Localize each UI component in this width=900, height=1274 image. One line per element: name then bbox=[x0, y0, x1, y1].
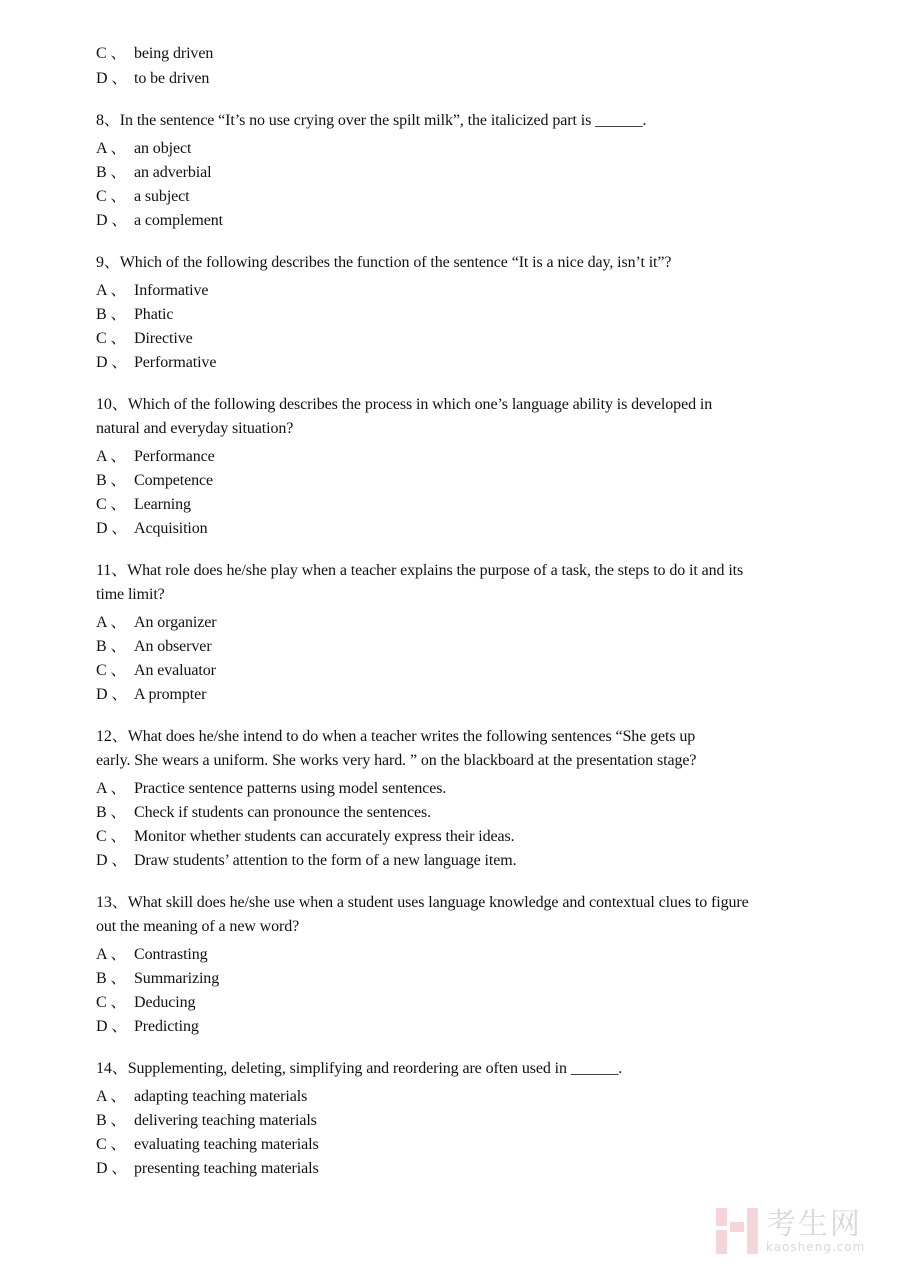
option-letter: B 、 bbox=[96, 638, 127, 655]
answer-option bbox=[96, 991, 816, 1015]
answer-option bbox=[96, 469, 816, 493]
option-text: Learning bbox=[134, 496, 191, 513]
option-letter: D 、 bbox=[96, 852, 128, 869]
answer-option bbox=[96, 683, 816, 707]
option-letter: D 、 bbox=[96, 354, 128, 371]
answer-option bbox=[96, 1015, 816, 1039]
answer-option bbox=[96, 635, 816, 659]
option-letter: A 、 bbox=[96, 946, 127, 963]
answer-option bbox=[96, 42, 816, 67]
option-text: a subject bbox=[134, 188, 190, 205]
option-text: Informative bbox=[134, 282, 209, 299]
question-text: 12、What does he/she intend to do when a teacher writes the following sentences “She gets up bbox=[96, 728, 696, 745]
question-block bbox=[96, 891, 816, 1039]
answer-option bbox=[96, 161, 816, 185]
option-text: Performative bbox=[134, 354, 217, 371]
option-letter: D 、 bbox=[96, 520, 128, 537]
option-letter: C 、 bbox=[96, 188, 127, 205]
option-text: a complement bbox=[134, 212, 223, 229]
options-list bbox=[96, 1085, 816, 1181]
option-letter: D 、 bbox=[96, 1160, 128, 1177]
answer-option bbox=[96, 777, 816, 801]
answer-option bbox=[96, 967, 816, 991]
answer-option bbox=[96, 445, 816, 469]
answer-option bbox=[96, 611, 816, 635]
option-text: An evaluator bbox=[134, 662, 216, 679]
option-letter: A 、 bbox=[96, 1088, 127, 1105]
question-text: 13、What skill does he/she use when a student uses language knowledge and contextual clues to figure bbox=[96, 894, 749, 911]
answer-option bbox=[96, 209, 816, 233]
option-letter: B 、 bbox=[96, 804, 127, 821]
answer-option bbox=[96, 327, 816, 351]
answer-option bbox=[96, 801, 816, 825]
option-text: being driven bbox=[134, 45, 214, 62]
options-list bbox=[96, 279, 816, 375]
answer-option bbox=[96, 303, 816, 327]
options-list bbox=[96, 611, 816, 707]
option-letter: A 、 bbox=[96, 140, 127, 157]
option-letter: C 、 bbox=[96, 330, 127, 347]
option-letter: A 、 bbox=[96, 448, 127, 465]
option-text: to be driven bbox=[134, 69, 210, 87]
answer-option bbox=[96, 659, 816, 683]
option-letter: A 、 bbox=[96, 614, 127, 631]
question-block bbox=[96, 559, 816, 707]
options-list bbox=[96, 445, 816, 541]
answer-option bbox=[96, 67, 816, 92]
question-text: early. She wears a uniform. She works very hard. ” on the blackboard at the presentation stage? bbox=[96, 752, 697, 769]
question-block bbox=[96, 725, 816, 873]
option-letter: D 、 bbox=[96, 212, 128, 229]
option-text: Draw students’ attention to the form of a new language item. bbox=[134, 852, 517, 869]
option-text: Performance bbox=[134, 448, 215, 465]
question-text: out the meaning of a new word? bbox=[96, 918, 300, 935]
option-letter: C 、 bbox=[96, 1136, 127, 1153]
watermark-logo bbox=[716, 1208, 865, 1254]
question-text: 14、Supplementing, deleting, simplifying and reordering are often used in ______. bbox=[96, 1060, 623, 1077]
option-letter: C 、 bbox=[96, 662, 127, 679]
option-letter: B 、 bbox=[96, 472, 127, 489]
option-text: Predicting bbox=[134, 1018, 199, 1035]
option-letter: A 、 bbox=[96, 780, 127, 797]
option-text: an object bbox=[134, 140, 192, 157]
option-text: Check if students can pronounce the sentences. bbox=[134, 804, 432, 821]
option-text: Directive bbox=[134, 330, 193, 347]
question-block bbox=[96, 1057, 816, 1181]
option-letter: B 、 bbox=[96, 306, 127, 323]
options-list bbox=[96, 943, 816, 1039]
options-list bbox=[96, 777, 816, 873]
answer-option bbox=[96, 517, 816, 541]
question-block bbox=[96, 109, 816, 233]
option-text: delivering teaching materials bbox=[134, 1112, 317, 1129]
question-text: 11、What role does he/she play when a teacher explains the purpose of a task, the steps to do it and its bbox=[96, 562, 744, 579]
option-text: A prompter bbox=[134, 686, 207, 703]
document-page bbox=[96, 42, 816, 1181]
option-letter: C 、 bbox=[96, 828, 127, 845]
answer-option bbox=[96, 137, 816, 161]
answer-option bbox=[96, 825, 816, 849]
option-text: Summarizing bbox=[134, 970, 220, 987]
options-list bbox=[96, 137, 816, 233]
kaosheng-logo-icon bbox=[716, 1208, 758, 1254]
option-text: Acquisition bbox=[134, 520, 208, 537]
question-text: 10、Which of the following describes the process in which one’s language ability is developed in bbox=[96, 396, 713, 413]
option-letter: C 、 bbox=[96, 45, 127, 62]
answer-option bbox=[96, 279, 816, 303]
option-text: An observer bbox=[134, 638, 212, 655]
leading-options bbox=[96, 42, 816, 91]
question-block bbox=[96, 393, 816, 541]
answer-option bbox=[96, 1085, 816, 1109]
watermark-en: kaosheng.com bbox=[766, 1240, 866, 1254]
answer-option bbox=[96, 943, 816, 967]
option-letter: C 、 bbox=[96, 994, 127, 1011]
question-block bbox=[96, 251, 816, 375]
question-text: 8、In the sentence “It’s no use crying over the spilt milk”, the italicized part is ______. bbox=[96, 112, 647, 129]
option-text: An organizer bbox=[134, 614, 217, 631]
option-letter: A 、 bbox=[96, 282, 127, 299]
option-letter: B 、 bbox=[96, 164, 127, 181]
option-text: Practice sentence patterns using model sentences. bbox=[134, 780, 447, 797]
option-text: evaluating teaching materials bbox=[134, 1136, 319, 1153]
option-letter: C 、 bbox=[96, 496, 127, 513]
answer-option bbox=[96, 1109, 816, 1133]
option-text: Competence bbox=[134, 472, 213, 489]
question-text: time limit? bbox=[96, 586, 165, 603]
option-text: Monitor whether students can accurately express their ideas. bbox=[134, 828, 515, 845]
answer-option bbox=[96, 1133, 816, 1157]
option-letter: D 、 bbox=[96, 686, 128, 703]
answer-option bbox=[96, 351, 816, 375]
option-text: adapting teaching materials bbox=[134, 1088, 308, 1105]
option-text: Deducing bbox=[134, 994, 196, 1011]
option-text: Contrasting bbox=[134, 946, 208, 963]
option-letter: D 、 bbox=[96, 69, 128, 87]
question-text: natural and everyday situation? bbox=[96, 420, 294, 437]
option-letter: B 、 bbox=[96, 1112, 127, 1129]
answer-option bbox=[96, 493, 816, 517]
option-letter: B 、 bbox=[96, 970, 127, 987]
answer-option bbox=[96, 849, 816, 873]
answer-option bbox=[96, 1157, 816, 1181]
option-letter: D 、 bbox=[96, 1018, 128, 1035]
option-text: presenting teaching materials bbox=[134, 1160, 319, 1177]
option-text: Phatic bbox=[134, 306, 174, 323]
answer-option bbox=[96, 185, 816, 209]
option-text: an adverbial bbox=[134, 164, 212, 181]
question-text: 9、Which of the following describes the function of the sentence “It is a nice day, isn’t it”? bbox=[96, 254, 672, 271]
watermark-cn: 考生网 bbox=[766, 1207, 862, 1242]
